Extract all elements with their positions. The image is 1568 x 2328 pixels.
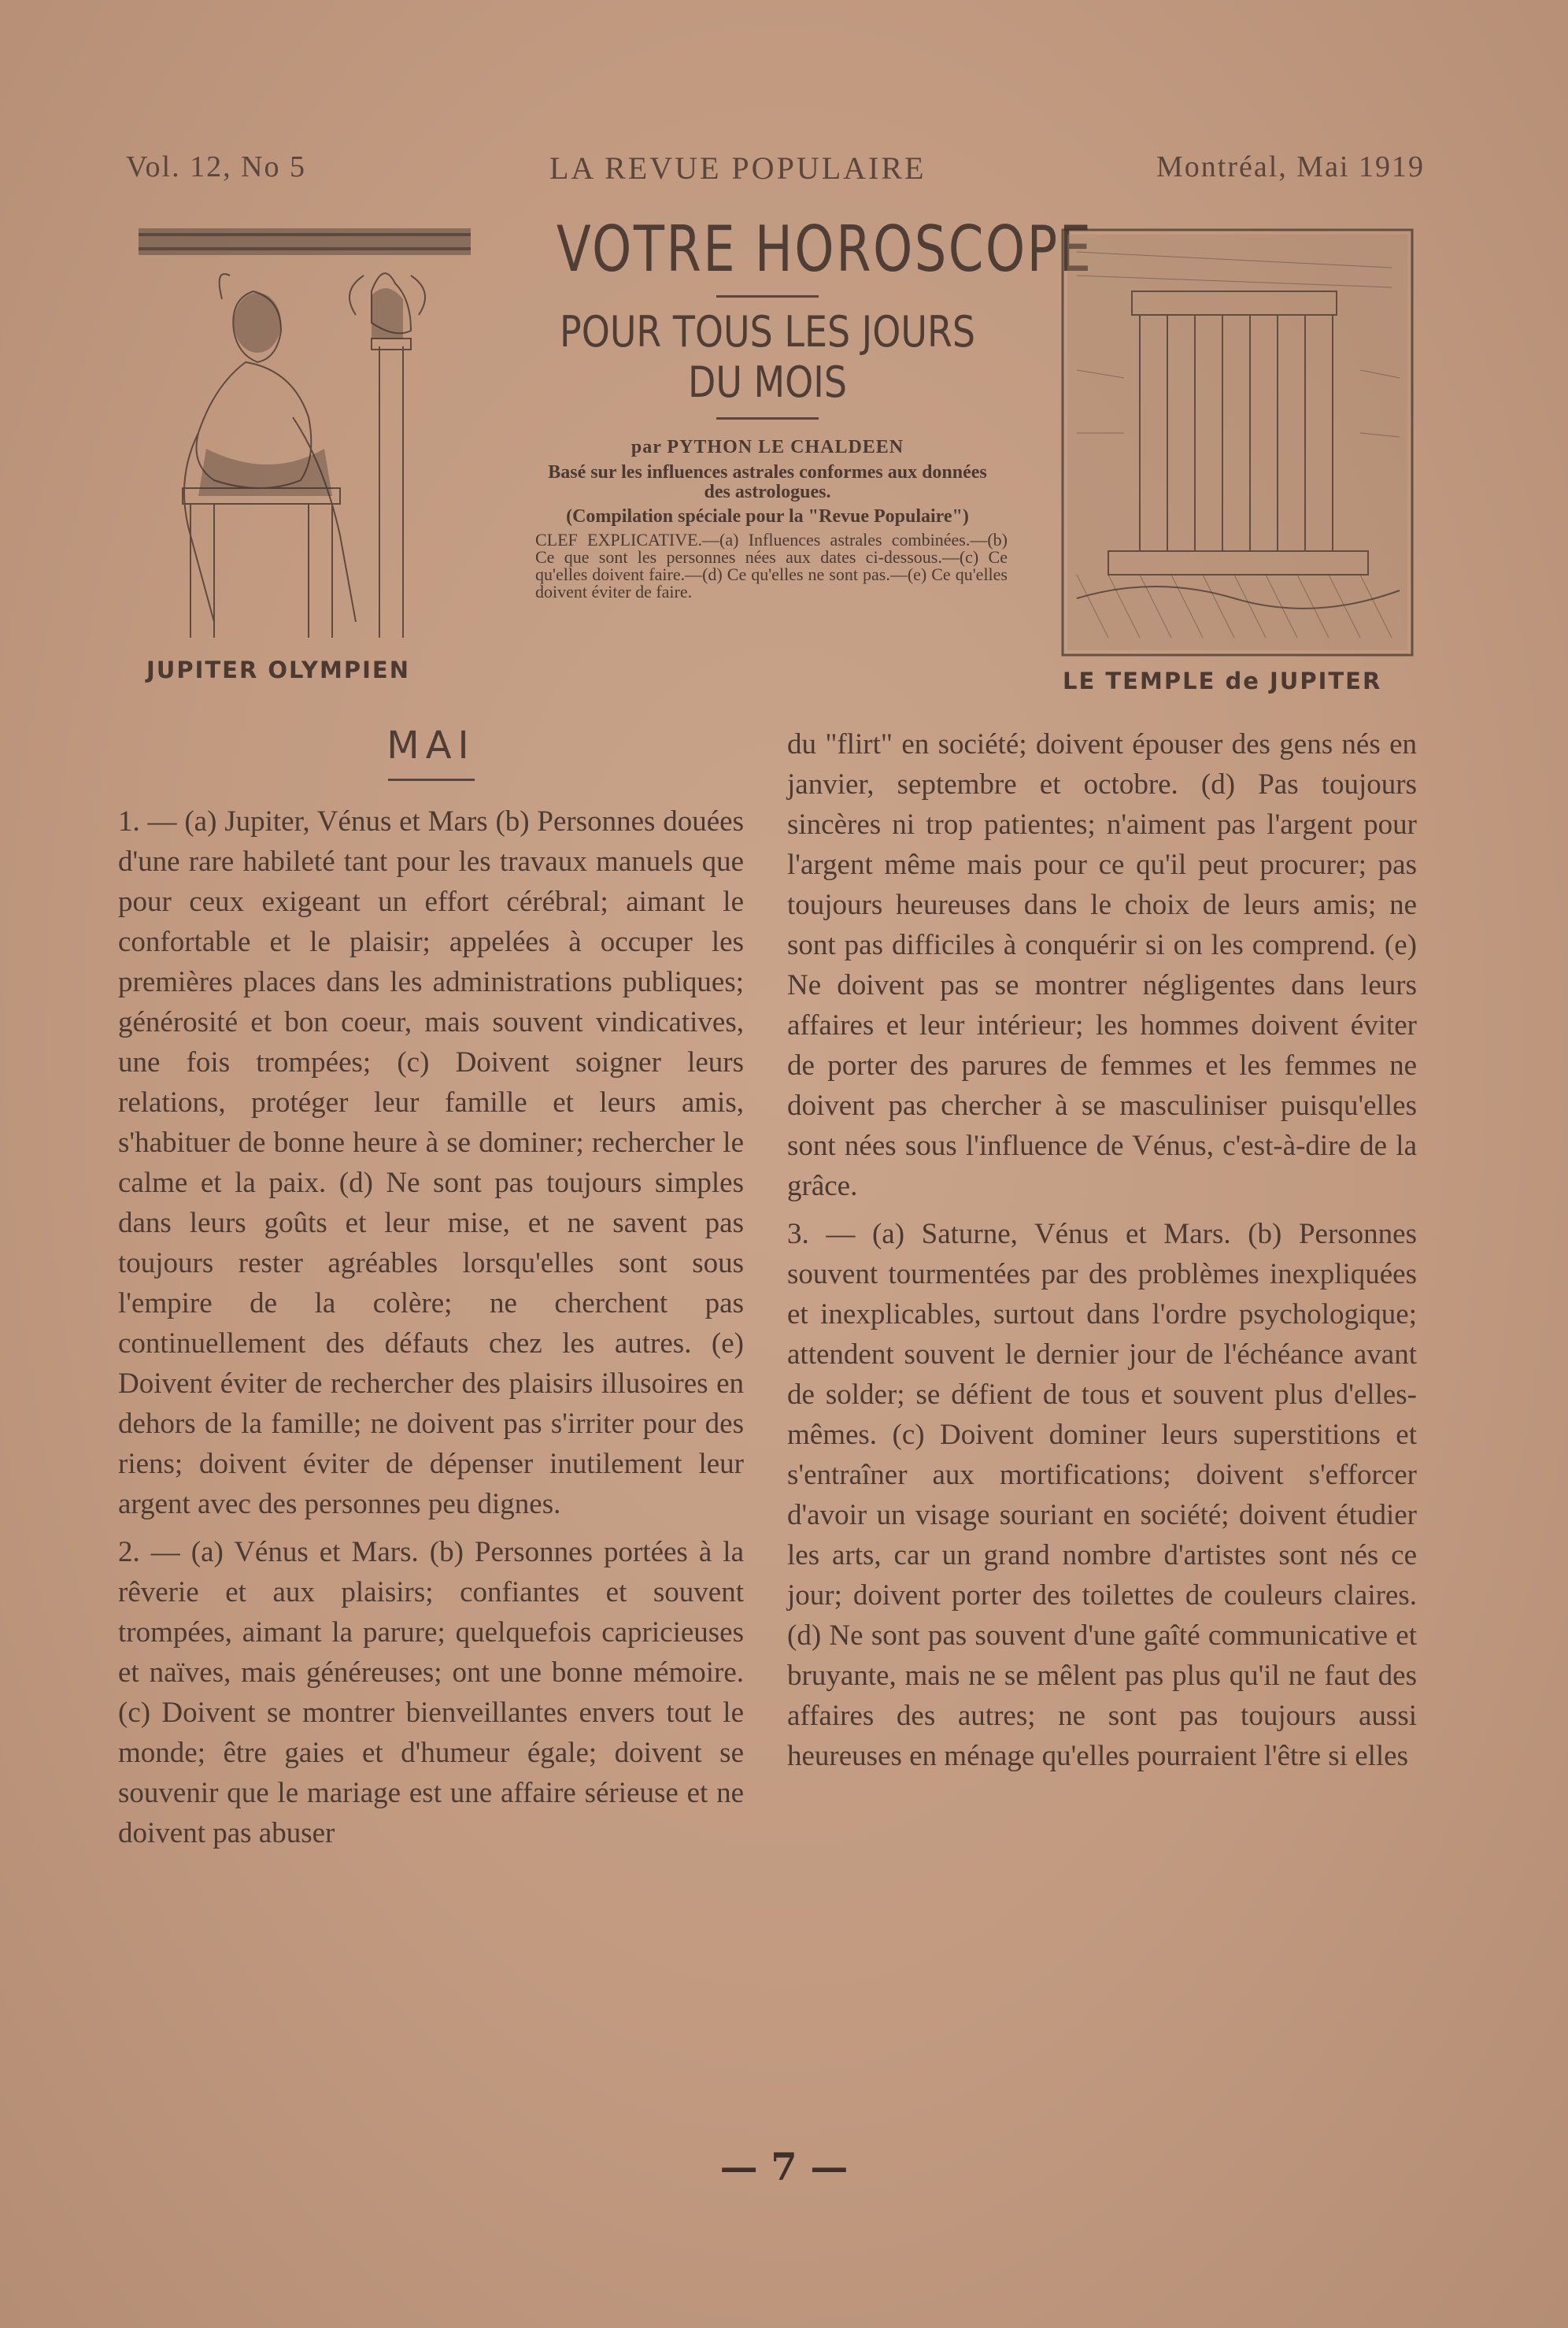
left-column: [118, 724, 744, 1861]
entry-day-1: 1. — (a) Jupiter, Vénus et Mars (b) Personnes douées d'une rare habileté tant pour les travaux manuels que pour ceux exigeant un effort cérébral; aimant le confortable et le plaisir; appelées à occuper les premières places dans les administrations publiques; générosité et bon coeur, mais souvent vindicatives, une fois trompées; (c) Doivent soigner leurs relations, protéger leur famille et leurs amis, s'habituer de bonne heure à se dominer; rechercher le calme et la paix. (d) Ne sont pas toujours simples dans leurs goûts et leur mise, et ne savent pas toujours rester agréables lorsqu'elles sont sous l'empire de la colère; ne cherchent pas continuellement des défauts chez les autres. (e) Doivent éviter de rechercher des plaisirs illusoires en dehors de la famille; ne doivent pas s'irriter pour des riens; doivent éviter de dépenser inutilement leur argent avec des personnes peu dignes.: [118, 805, 744, 1520]
publication-name: LA REVUE POPULAIRE: [549, 150, 926, 186]
compilation-note: (Compilation spéciale pour la "Revue Populaire"): [566, 506, 969, 527]
right-column: [787, 724, 1417, 1784]
volume-number: Vol. 12, No 5: [126, 150, 307, 183]
right-illustration-caption: LE TEMPLE de JUPITER: [1063, 668, 1382, 694]
jupiter-illustration: [135, 228, 474, 685]
title-divider: [716, 295, 819, 298]
entry-day-2: 2. — (a) Vénus et Mars. (b) Personnes portées à la rêverie et aux plaisirs; confiantes et souvent trompées, aimant la parure; quelquefois capricieuses et naïves, mais généreuses; ont une bonne mémoire. (c) Doivent se montrer bienveillantes envers tout le monde; être gaies et d'humeur égale; doivent se souvenir que le mariage est une affaire sérieuse et ne doivent pas abuser: [118, 1536, 744, 1849]
temple-illustration: [1061, 228, 1414, 701]
entry-day-3: 3. — (a) Saturne, Vénus et Mars. (b) Personnes souvent tourmentées par des problèmes inexpliquées et inexplicables, surtout dans l'ordre psychologique; attendent souvent le dernier jour de l'échéance avant de solder; se défient de tous et souvent plus d'elles-mêmes. (c) Doivent dominer leurs superstitions et s'entraîner aux mortifications; doivent s'efforcer d'avoir un visage souriant en société; doivent étudier les arts, car un grand nombre d'artistes sont nés ce jour; doivent porter des toilettes de couleurs claires. (d) Ne sont pas souvent d'une gaîté communicative et bruyante, mais ne se mêlent pas plus qu'il ne faut des affaires des autres; ne sont pas toujours aussi heureuses en ménage qu'elles pourraient l'être si elles: [787, 1218, 1417, 1772]
explanatory-key: CLEF EXPLICATIVE.—(a) Influences astrales combinées.—(b) Ce que sont les personnes nées aux dates ci-dessous.—(c) Ce qu'elles doivent faire.—(d) Ce qu'elles ne sont pas.—(e) Ce qu'elles doivent éviter de faire.: [535, 530, 1008, 601]
left-illustration-caption: JUPITER OLYMPIEN: [146, 657, 410, 683]
page-number: — 7 —: [719, 2145, 849, 2189]
month-heading: MAI: [386, 724, 475, 768]
masthead: [126, 150, 1425, 197]
header-block: [504, 213, 1093, 601]
subtitle-divider: [716, 417, 819, 420]
place-date: Montréal, Mai 1919: [1156, 150, 1425, 183]
subtitle-line-2: DU MOIS: [688, 357, 847, 407]
byline: par PYTHON LE CHALDEEN: [631, 437, 904, 457]
month-divider: [388, 779, 475, 781]
basis-note: Basé sur les influences astrales conformes aux données des astrologues.: [548, 462, 987, 502]
subtitle-line-1: POUR TOUS LES JOURS: [560, 307, 975, 357]
page-title: VOTRE HOROSCOPE: [557, 213, 1093, 286]
entry-day-2-continued: du "flirt" en société; doivent épouser des gens nés en janvier, septembre et octobre. (d) Pas toujours sincères ni trop patientes; n'aiment pas l'argent pour l'argent même mais pour ce qu'il peut procurer; pas toujours heureuses dans le choix de leurs amis; ne sont pas difficiles à conquérir si on les comprend. (e) Ne doivent pas se montrer négligentes dans leurs affaires et leur intérieur; les hommes doivent éviter de porter des parures de femmes et les femmes ne doivent pas chercher à se masculiniser puisqu'elles sont nées sous l'influence de Vénus, c'est-à-dire de la grâce.: [787, 728, 1417, 1202]
